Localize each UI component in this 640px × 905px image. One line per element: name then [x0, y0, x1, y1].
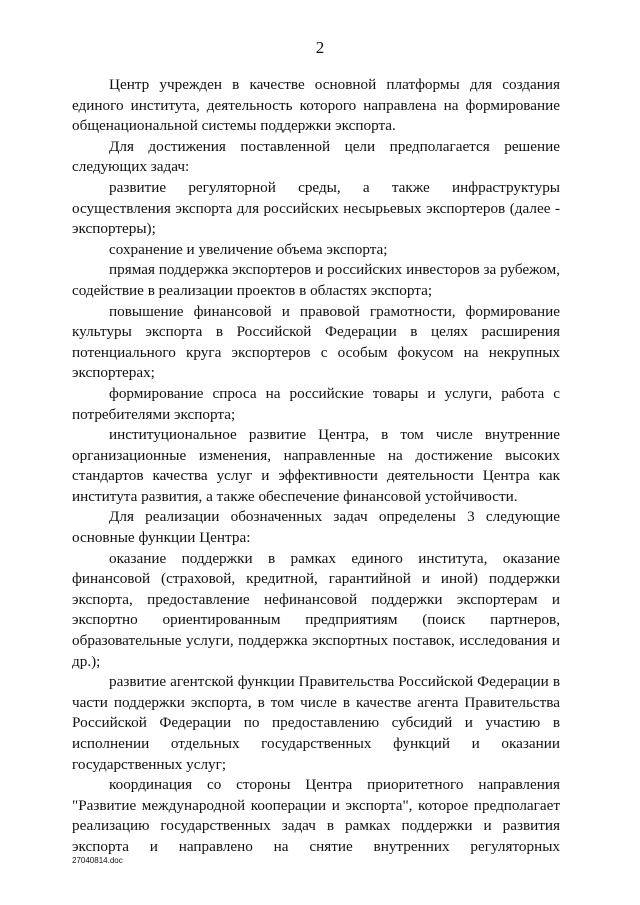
paragraph-3: развитие регуляторной среды, а также инфраструктуры осуществления экспорта для российских несырьевых экспортеров (далее - экспортеры); — [72, 178, 560, 238]
paragraph-6: повышение финансовой и правовой грамотности, формирование культуры экспорта в Российской Федерации в целях расширения потенциального круга экспортеров с особым фокусом на некрупных экспортерах; — [72, 302, 560, 382]
paragraph-11: развитие агентской функции Правительства Российской Федерации в части поддержки экспорта, в том числе в качестве агента Правительства Российской Федерации по предоставлению субсидий и участию в исполнении отдельных государственных функций и оказании государственных услуг; — [72, 673, 560, 773]
paragraph-12: координация со стороны Центра приоритетного направления "Развитие международной кооперации и экспорта", которое предполагает реализацию государственных задач в рамках поддержки и развития экспорта и направлено на снятие внутренних регуляторных — [72, 776, 560, 855]
page-number: 2 — [315, 38, 325, 57]
paragraph-5: прямая поддержка экспортеров и российских инвесторов за рубежом, содействие в реализации проектов в областях экспорта; — [72, 261, 560, 299]
paragraph-8: институциональное развитие Центра, в том числе внутренние организационные изменения, направленные на достижение высоких стандартов качества услуг и эффективности деятельности Центра как института развития, а также обеспечение финансовой устойчивости. — [72, 426, 560, 505]
document-filename: 27040814.doc — [72, 856, 123, 865]
paragraph-4: сохранение и увеличение объема экспорта; — [109, 240, 388, 258]
paragraph-10: оказание поддержки в рамках единого института, оказание финансовой (страховой, кредитной, гарантийной и иной) поддержки экспорта, предоставление нефинансовой поддержки экспортерам и экспортно ориентированным предприятиям (поиск партнеров, образовательные услуги, поддержка экспортных поставок, исследования и др.); — [72, 549, 560, 670]
paragraph-2: Для достижения поставленной цели предполагается решение следующих задач: — [72, 137, 560, 176]
document-body — [72, 75, 560, 858]
paragraph-1: Центр учрежден в качестве основной платформы для создания единого института, деятельность которого направлена на формирование общенациональной системы поддержки экспорта. — [72, 76, 560, 135]
paragraph-9: Для реализации обозначенных задач определены 3 следующие основные функции Центра: — [72, 508, 560, 547]
paragraph-7: формирование спроса на российские товары и услуги, работа с потребителями экспорта; — [72, 384, 560, 423]
